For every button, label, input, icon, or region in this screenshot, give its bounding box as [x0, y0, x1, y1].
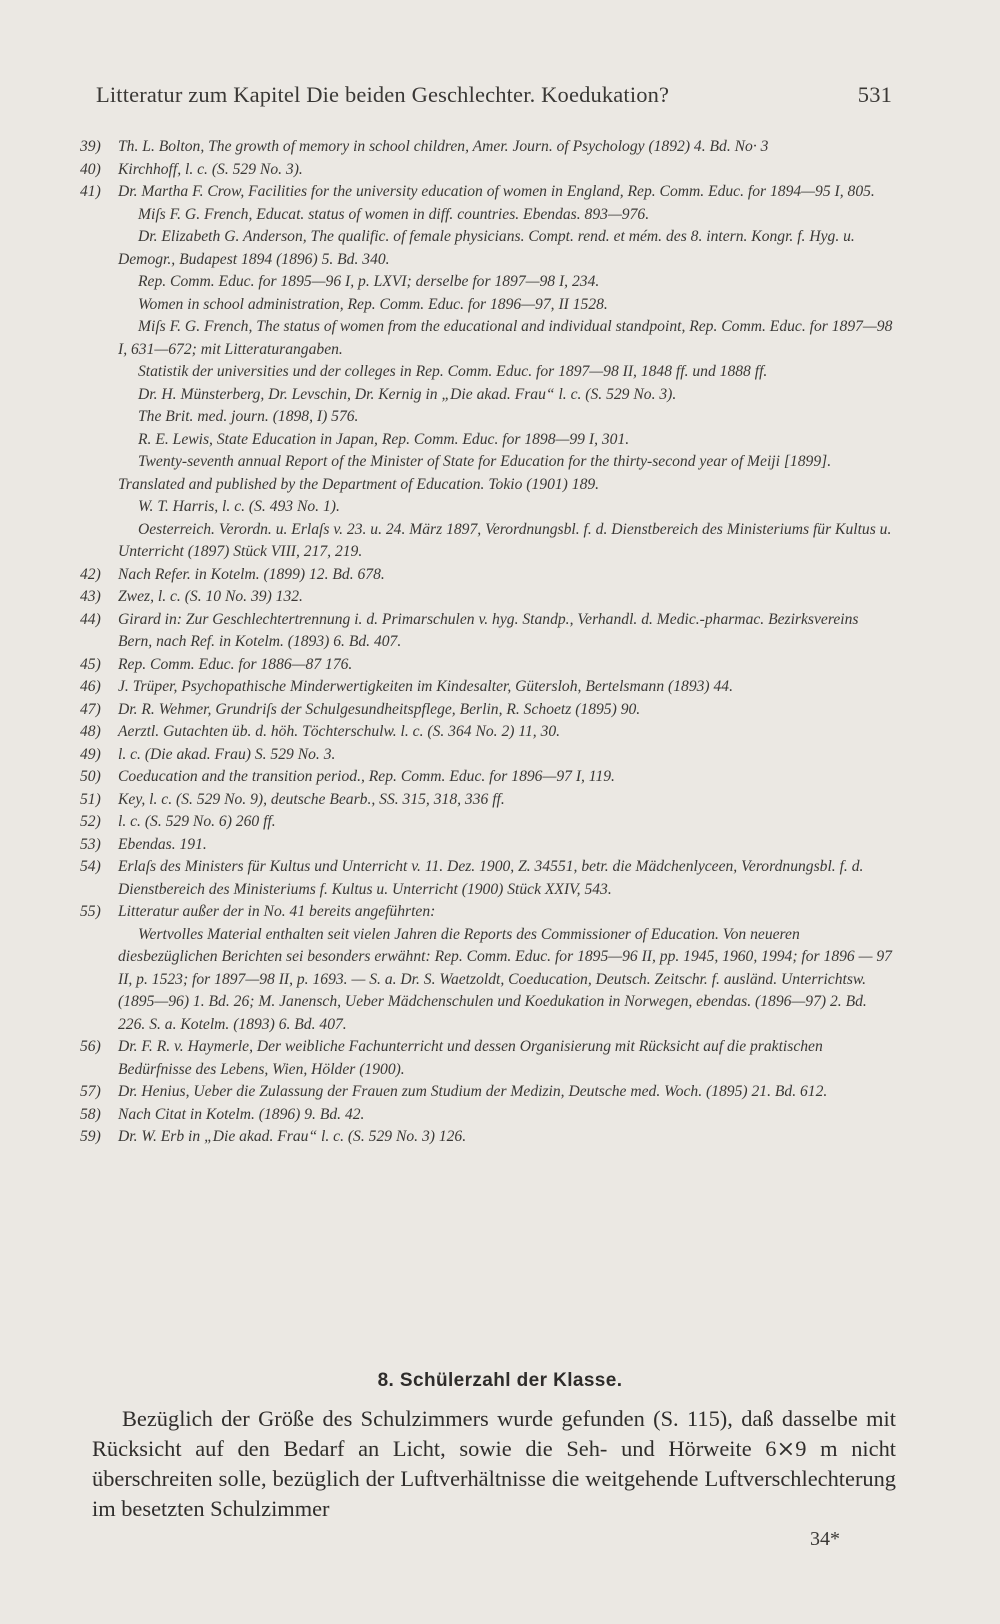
- footnote: [80, 654, 896, 677]
- footnote-text: Dr. W. Erb in „Die akad. Frau“ l. c. (S. 529 No. 3) 126.: [118, 1128, 467, 1145]
- footnote-number: 39): [80, 138, 101, 155]
- footnote-text: Coeducation and the transition period., Rep. Comm. Educ. for 1896—97 I, 119.: [118, 768, 615, 785]
- footnote-number: 50): [80, 768, 101, 785]
- footnote-text: Ebendas. 191.: [118, 835, 207, 853]
- footnote-number: 44): [80, 610, 101, 628]
- footnote-number: 47): [80, 700, 101, 718]
- footnote: [80, 766, 896, 789]
- footnote: [80, 856, 896, 901]
- footnote: [80, 1104, 896, 1127]
- page-number: 531: [857, 82, 892, 107]
- footnote-continuation: [80, 406, 896, 429]
- footnote: [80, 676, 896, 699]
- footnote: [80, 721, 896, 744]
- footnote-text: Litteratur außer der in No. 41 bereits angeführten:: [118, 903, 436, 920]
- footnote-text: Nach Citat in Kotelm. (1896) 9. Bd. 42.: [118, 1105, 365, 1123]
- footnote: [80, 699, 896, 722]
- footnote-text: Miſs F. G. French, Educat. status of women in diff. countries. Ebendas. 893—976.: [138, 205, 650, 223]
- footnote-number: 42): [80, 565, 101, 583]
- footnote-text: Girard in: Zur Geschlechtertrennung i. d. Primarschulen v. hyg. Standp., Verhandl. d. Medic.-pharmac. Bezirksvereins Bern, nach Ref. in Kotelm. (1893) 6. Bd. 407.: [118, 610, 859, 650]
- footnote-number: 55): [80, 903, 101, 920]
- footnote-continuation: [80, 316, 896, 361]
- footnote: [80, 586, 896, 609]
- footnote-number: 52): [80, 813, 101, 830]
- footnote-text: The Brit. med. journ. (1898, I) 576.: [138, 408, 359, 425]
- footnote-text: Dr. Henius, Ueber die Zulassung der Frauen zum Studium der Medizin, Deutsche med. Woch. (1895) 21. Bd. 612.: [118, 1083, 828, 1100]
- footnote-continuation: [80, 519, 896, 564]
- footnote-text: Nach Refer. in Kotelm. (1899) 12. Bd. 678.: [118, 565, 385, 583]
- footnote-text: Miſs F. G. French, The status of women from the educational and individual standpoint, Rep. Comm. Educ. for 1897—98 I, 631—672; mit Litteraturangaben.: [118, 318, 893, 358]
- footnote-continuation: [80, 226, 896, 271]
- footnote: [80, 609, 896, 654]
- footnote-continuation: [80, 924, 896, 1037]
- footnote-number: 56): [80, 1038, 101, 1055]
- footnote-continuation: [80, 204, 896, 227]
- footnote-text: l. c. (S. 529 No. 6) 260 ff.: [118, 813, 276, 830]
- footnote-text: Dr. R. Wehmer, Grundriſs der Schulgesundheitspflege, Berlin, R. Schoetz (1895) 90.: [118, 700, 641, 718]
- section-heading: 8. Schülerzahl der Klasse.: [377, 1370, 623, 1391]
- footnote-text: Wertvolles Material enthalten seit vielen Jahren die Reports des Commissioner of Education. Von neueren diesbezüglichen Berichten sei besonders erwähnt: Rep. Comm. Educ. for 1895—96 II, pp. 1945, 1960, 1994; for 1896 — 97 II, p. 1523; for 1897—98 II, p. 1693. — S. a. Dr. S. Waetzoldt, Coeducation, Deutsch. Zeitschr. f. ausländ. Unterrichtsw. (1895—96) 1. Bd. 26; M. Janensch, Ueber Mädchenschulen und Koedukation in Norwegen, ebendas. (1896—97) 2. Bd. 226. S. a. Kotelm. (1893) 6. Bd. 407.: [118, 925, 892, 1033]
- footnote-number: 46): [80, 678, 101, 695]
- footnote-text: Dr. Martha F. Crow, Facilities for the university education of women in England, Rep. Comm. Educ. for 1894—95 I, 805.: [118, 183, 875, 200]
- footnote: [80, 1126, 896, 1149]
- footnote-continuation: [80, 271, 896, 294]
- footnote-number: 45): [80, 655, 101, 673]
- footnote-text: Kirchhoff, l. c. (S. 529 No. 3).: [118, 160, 303, 178]
- footnote-text: Rep. Comm. Educ. for 1895—96 I, p. LXVI; derselbe for 1897—98 I, 234.: [138, 273, 600, 290]
- footnote-number: 59): [80, 1128, 101, 1145]
- footnote: [80, 744, 896, 767]
- footnote-text: Oesterreich. Verordn. u. Erlaſs v. 23. u. 24. März 1897, Verordnungsbl. f. d. Dienstbereich des Ministeriums für Kultus u. Unterricht (1897) Stück VIII, 217, 219.: [118, 520, 892, 560]
- footnote-text: l. c. (Die akad. Frau) S. 529 No. 3.: [118, 745, 336, 763]
- footnote-number: 58): [80, 1105, 101, 1123]
- footnote-number: 49): [80, 745, 101, 763]
- footnote-text: Twenty-seventh annual Report of the Minister of State for Education for the thirty-second year of Meiji [1899]. Translated and published by the Department of Education. Tokio (1901) 189.: [118, 453, 832, 493]
- footnote: [80, 1081, 896, 1104]
- footnote-continuation: [80, 361, 896, 384]
- footnote-text: W. T. Harris, l. c. (S. 493 No. 1).: [138, 498, 340, 515]
- footnote: [80, 834, 896, 857]
- footnote: [80, 181, 896, 204]
- footnote-number: 57): [80, 1083, 101, 1100]
- footnote-number: 51): [80, 790, 101, 808]
- footnote-text: J. Trüper, Psychopathische Minderwertigkeiten im Kindesalter, Gütersloh, Bertelsmann (1893) 44.: [118, 678, 734, 695]
- footnote-number: 54): [80, 858, 101, 875]
- footnote-text: Erlaſs des Ministers für Kultus und Unterricht v. 11. Dez. 1900, Z. 34551, betr. die Mädchenlyceen, Verordnungsbl. f. d. Dienstbereich des Ministeriums f. Kultus u. Unterricht (1900) Stück XXIV, 543.: [118, 858, 864, 898]
- footnote-number: 41): [80, 183, 101, 200]
- footnote: [80, 811, 896, 834]
- footnote: [80, 1036, 896, 1081]
- running-head-title: Litteratur zum Kapitel Die beiden Geschlechter. Koedukation?: [96, 82, 670, 107]
- footnotes: [80, 136, 896, 1149]
- footnote-number: 53): [80, 835, 101, 853]
- footnote-continuation: [80, 294, 896, 317]
- signature-mark: 34*: [810, 1528, 840, 1550]
- footnote-text: Aerztl. Gutachten üb. d. höh. Töchterschulw. l. c. (S. 364 No. 2) 11, 30.: [118, 723, 561, 740]
- section-paragraph: Bezüglich der Größe des Schulzimmers wurde gefunden (S. 115), daß dasselbe mit Rücksicht auf den Bedarf an Licht, sowie die Seh- und Hörweite 6⨯9 m nicht überschreiten solle, bezüglich der Luftverhältnisse die weitgehende Luftverschlechterung im besetzten Schulzimmer: [92, 1406, 896, 1521]
- footnote-text: Women in school administration, Rep. Comm. Educ. for 1896—97, II 1528.: [138, 295, 608, 313]
- footnote-text: Key, l. c. (S. 529 No. 9), deutsche Bearb., SS. 315, 318, 336 ff.: [118, 790, 505, 808]
- footnote-continuation: [80, 496, 896, 519]
- footnote-number: 43): [80, 588, 101, 605]
- footnote-continuation: [80, 451, 896, 496]
- footnote: [80, 564, 896, 587]
- footnote-text: Dr. Elizabeth G. Anderson, The qualific. of female physicians. Compt. rend. et mém. des 8. intern. Kongr. f. Hyg. u. Demogr., Budapest 1894 (1896) 5. Bd. 340.: [118, 228, 855, 268]
- footnote-text: Zwez, l. c. (S. 10 No. 39) 132.: [118, 588, 303, 605]
- footnote-text: Rep. Comm. Educ. for 1886—87 176.: [118, 655, 353, 673]
- footnote-text: Dr. H. Münsterberg, Dr. Levschin, Dr. Kernig in „Die akad. Frau“ l. c. (S. 529 No. 3).: [138, 385, 677, 403]
- footnote-text: Dr. F. R. v. Haymerle, Der weibliche Fachunterricht und dessen Organisierung mit Rücksicht auf die praktischen Bedürfnisse des Lebens, Wien, Hölder (1900).: [118, 1038, 823, 1078]
- footnote-continuation: [80, 384, 896, 407]
- footnote-text: R. E. Lewis, State Education in Japan, Rep. Comm. Educ. for 1898—99 I, 301.: [138, 430, 630, 448]
- footnote: [80, 901, 896, 924]
- footnote: [80, 789, 896, 812]
- footnote-number: 40): [80, 160, 101, 178]
- running-head: [96, 82, 892, 108]
- footnote-continuation: [80, 429, 896, 452]
- footnote: [80, 136, 896, 159]
- footnote-number: 48): [80, 723, 101, 740]
- footnote-text: Statistik der universities und der colleges in Rep. Comm. Educ. for 1897—98 II, 1848 ff. und 1888 ff.: [138, 363, 768, 380]
- footnote: [80, 159, 896, 182]
- footnote-text: Th. L. Bolton, The growth of memory in school children, Amer. Journ. of Psychology (1892) 4. Bd. No· 3: [118, 138, 769, 155]
